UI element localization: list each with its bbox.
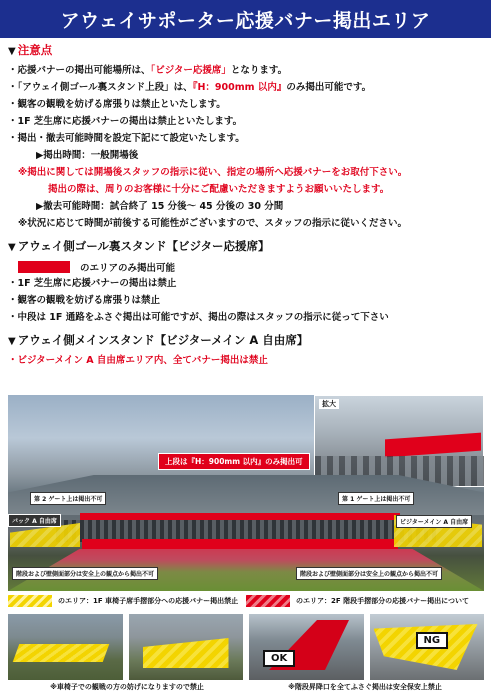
- main-stand-note: ・ビジターメイン A 自由席エリア内、全てバナー掲出は禁止: [8, 355, 268, 366]
- page-title: アウェイサポーター応援バナー掲出エリア: [0, 0, 491, 38]
- caption-row: [8, 682, 484, 696]
- goal-stand-item: ・中段は 1F 通路をふさぐ掲出は可能ですが、掲出の際はスタッフの指示に従って下さい: [8, 312, 389, 323]
- post-time: ▶掲出時間：一般開場後: [36, 150, 139, 161]
- caption-left: ※車椅子での観戦の方の妨げになりますので禁止: [50, 683, 204, 691]
- photo-wheelchair-1: [8, 614, 123, 680]
- back-a-tag: バック A 自由席: [8, 514, 61, 527]
- zoom-label: 拡大: [319, 399, 339, 409]
- right-stair-note: 階段および壁側面部分は安全上の観点から掲出不可: [296, 567, 442, 580]
- upper-limit-label: 上段は『H：900mm 以内』のみ掲出可: [158, 453, 310, 470]
- legend: [8, 592, 484, 610]
- lower-banner-area: [82, 539, 398, 549]
- status-note: ※状況に応じて時間が前後する可能性がございますので、スタッフの指示に従いください。: [18, 218, 408, 229]
- triangle-icon: ▼: [8, 242, 16, 253]
- note-item: ・「アウェイ側ゴール裏スタンド上段」は、『H：900mm 以内』のみ掲出可能です。: [8, 82, 372, 93]
- main-content: [8, 42, 484, 369]
- red-note: ※掲出に関しては開場後スタッフの指示に従い、指定の場所へ応援バナーをお取付下さい。: [18, 167, 408, 178]
- red-area-swatch: [18, 261, 70, 273]
- note-item: ・応援バナーの掲出可能場所は、「ビジター応援席」となります。: [8, 65, 288, 76]
- left-stair-note: 階段および壁側面部分は安全上の観点から掲出不可: [12, 567, 158, 580]
- triangle-icon: ▼: [8, 46, 16, 57]
- legend-red: のエリア：2F 階段手摺部分の応援バナー掲出について: [246, 595, 484, 607]
- goal-stand-heading: ▼ アウェイ側ゴール裏スタンド【ビジター応援席】: [8, 239, 270, 253]
- gate1-tag: 第 1 ゲート上は掲出不可: [338, 492, 414, 505]
- ok-badge: OK: [263, 650, 295, 667]
- yellow-swatch: [8, 595, 52, 607]
- legend-yellow: のエリア：1F 車椅子席手摺部分への応援バナー掲出禁止: [8, 595, 246, 607]
- notes-heading: [8, 42, 484, 58]
- zoom-banner: [385, 433, 481, 458]
- note-item: ・観客の観戦を妨げる席張りは禁止といたします。: [8, 99, 226, 110]
- ng-badge: NG: [416, 632, 449, 649]
- note-item: ・1F 芝生席に応援バナーの掲出は禁止といたします。: [8, 116, 243, 127]
- caption-right: ※階段昇降口を全てふさぐ掲出は安全保安上禁止: [288, 683, 442, 691]
- notes-heading-text: 注意点: [17, 43, 53, 57]
- goal-stand-item: ・観客の観戦を妨げる席張りは禁止: [8, 295, 161, 306]
- photo-strip: [8, 614, 484, 680]
- photo-stair-ok: [249, 614, 364, 680]
- gate2-tag: 第 2 ゲート上は掲出不可: [30, 492, 106, 505]
- visitor-main-tag: ビジターメイン A 自由席: [396, 515, 472, 528]
- goal-stand-item: ・1F 芝生席に応援バナーの掲出は禁止: [8, 278, 177, 289]
- goal-stand-legend: のエリアのみ掲出可能: [8, 258, 484, 275]
- stadium-diagram: [8, 395, 484, 591]
- photo-stair-ng: [370, 614, 485, 680]
- main-stand-heading: ▼ アウェイ側メインスタンド【ビジターメイン A 自由席】: [8, 333, 309, 347]
- red-swatch: [246, 595, 290, 607]
- photo-wheelchair-2: [129, 614, 244, 680]
- remove-time: ▶撤去可能時間：試合終了 15 分後～ 45 分後の 30 分間: [36, 201, 284, 212]
- red-note: 掲出の際は、周りのお客様に十分にご配慮いただきますようお願いいたします。: [48, 184, 390, 195]
- zoom-inset: [314, 395, 484, 487]
- note-item: ・掲出・撤去可能時間を設定下記にて設定いたします。: [8, 133, 245, 144]
- triangle-icon: ▼: [8, 336, 16, 347]
